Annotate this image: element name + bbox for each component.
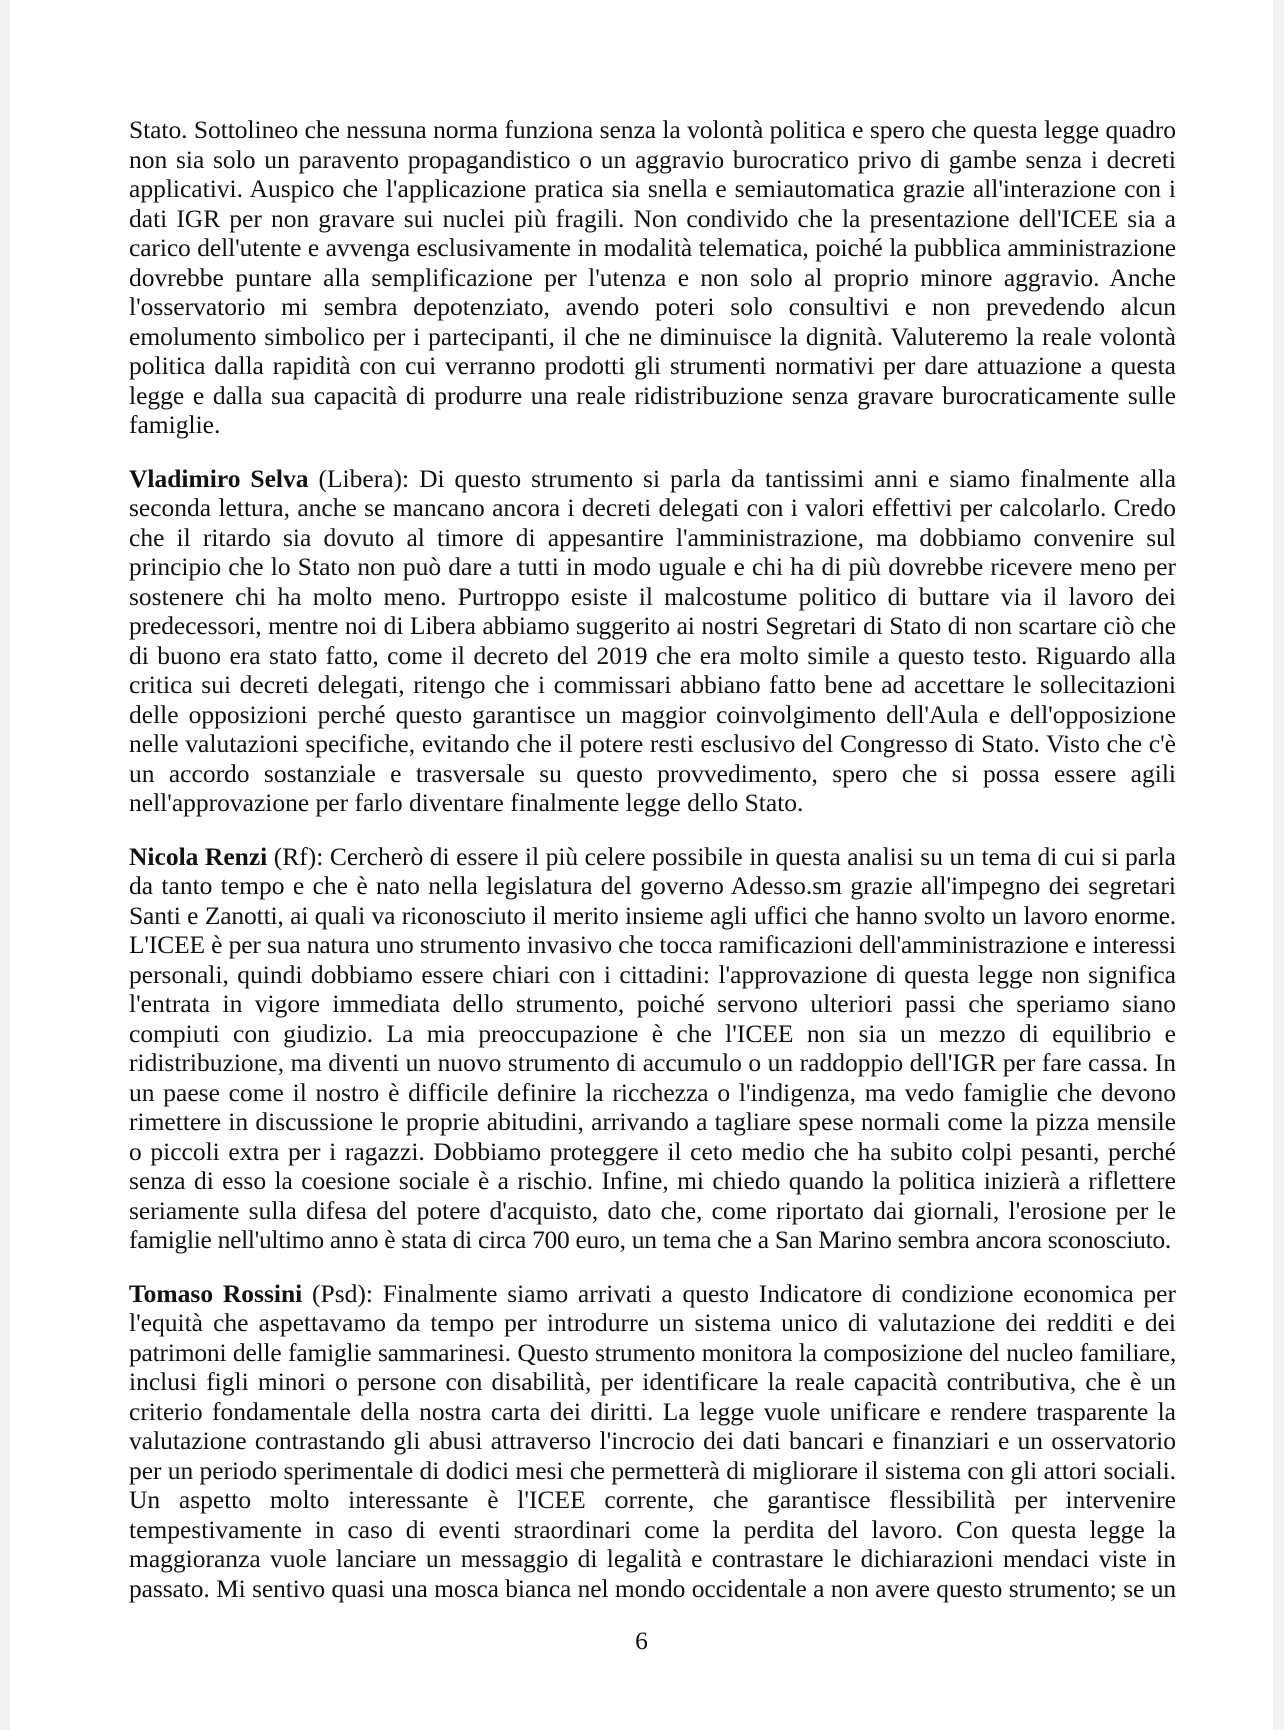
paragraph-speaker-renzi (129, 842, 1176, 1255)
text-line: Un aspetto molto interessante è l'ICEE corrente, che garantisce flessibilità per intervenire (129, 1485, 1176, 1514)
text-line: carico dell'utente e avvenga esclusivamente in modalità telematica, poiché la pubblica amministrazione (129, 233, 1176, 262)
text-line: un accordo sostanziale e trasversale su questo provvedimento, spero che si possa essere agili (129, 758, 1176, 788)
text-line: senza di esso la coesione sociale è a rischio. Infine, mi chiedo quando la politica inizierà a riflettere (129, 1166, 1176, 1195)
text-run: Cercherò di essere il più celere possibile in questa analisi su un tema di cui si parla (329, 841, 1176, 871)
text-line: dovrebbe puntare alla semplificazione per l'utenza e non solo al proprio minore aggravio. Anche (129, 262, 1176, 292)
text-line: emolumento simbolico per i partecipanti, il che ne diminuisce la dignità. Valuteremo la reale volontà (129, 321, 1176, 351)
speaker-name: Nicola Renzi (129, 841, 268, 871)
text-line: valutazione contrastando gli abusi attraverso l'incrocio dei dati bancari e finanziari e un osservatorio (129, 1426, 1176, 1455)
document-body (129, 115, 1176, 1627)
text-line: inclusi figli minori o persone con disabilità, per identificare la reale capacità contributiva, che è un (129, 1367, 1176, 1396)
text-line: compiuti con giudizio. La mia preoccupazione è che l'ICEE non sia un mezzo di equilibrio e (129, 1018, 1176, 1048)
text-line: seconda lettura, anche se mancano ancora i decreti delegati con i valori effettivi per calcolarlo. Credo (129, 493, 1176, 522)
text-line: l'entrata in vigore immediata dello strumento, poiché servono ulteriori passi che speriamo siano (129, 989, 1176, 1018)
text-line: nell'approvazione per farlo diventare finalmente legge dello Stato. (129, 788, 804, 817)
text-line: passato. Mi sentivo quasi una mosca bianca nel mondo occidentale a non avere questo strumento; se un (129, 1573, 1176, 1603)
text-line: che il ritardo sia dovuto al timore di appesantire l'amministrazione, ma dobbiamo convenire sul (129, 522, 1176, 552)
paragraph-continuation (129, 115, 1176, 440)
speaker-name: Vladimiro Selva (129, 463, 309, 493)
speaker-party: (Psd): (302, 1278, 383, 1308)
text-line: nelle valutazioni specifiche, evitando che il potere resti esclusivo del Congresso di Stato. Visto che c'è (129, 729, 1176, 758)
text-line: tempestivamente in caso di eventi straordinari come la perdita del lavoro. Con questa legge la (129, 1514, 1176, 1544)
text-line: principio che lo Stato non può dare a tutti in modo uguale e chi ha di più dovrebbe ricevere meno per (129, 552, 1176, 581)
text-line: non sia solo un paravento propagandistico o un aggravio burocratico privo di gambe senza i decreti (129, 144, 1176, 174)
text-line: critica sui decreti delegati, ritengo che i commissari abbiano fatto bene ad accettare le sollecitazioni (129, 670, 1176, 699)
paragraph-speaker-selva (129, 464, 1176, 818)
text-line: Stato. Sottolineo che nessuna norma funziona senza la volontà politica e spero che questa legge quadro (129, 115, 1176, 144)
text-line: famiglie. (129, 410, 221, 439)
text-line: seriamente sulla difesa del potere d'acquisto, dato che, come riportato dai giornali, l'erosione per le (129, 1195, 1176, 1225)
text-line: l'osservatorio mi sembra depotenziato, avendo poteri solo consultivi e non prevedendo alcun (129, 292, 1176, 321)
text-line: sostenere chi ha molto meno. Purtroppo esiste il malcostume politico di buttare via il lavoro dei (129, 581, 1176, 611)
text-line: maggioranza vuole lanciare un messaggio di legalità e contrastare le dichiarazioni mendaci viste in (129, 1544, 1176, 1573)
paragraph-speaker-rossini (129, 1279, 1176, 1604)
text-line: o piccoli extra per i ragazzi. Dobbiamo proteggere il ceto medio che ha subito colpi pesanti, perché (129, 1136, 1176, 1166)
text-line-first (129, 464, 1176, 494)
text-line: ridistribuzione, ma diventi un nuovo strumento di accumulo o un raddoppio dell'IGR per fare cassa. In (129, 1048, 1176, 1077)
text-run: Finalmente siamo arrivati a questo Indicatore di condizione economica per (382, 1278, 1176, 1308)
text-line: delle opposizioni perché questo garantisce un maggior coinvolgimento dell'Aula e dell'opposizione (129, 699, 1176, 729)
page-number: 6 (635, 1626, 648, 1655)
text-line: patrimoni delle famiglie sammarinesi. Questo strumento monitora la composizione del nucleo familiare, (129, 1337, 1176, 1367)
speaker-party: (Rf): (267, 841, 330, 871)
text-line: personali, quindi dobbiamo essere chiari con i cittadini: l'approvazione di questa legge non significa (129, 959, 1176, 989)
text-line: L'ICEE è per sua natura uno strumento invasivo che tocca ramificazioni dell'amministrazione e interessi (129, 930, 1176, 959)
text-run: Di questo strumento si parla da tantissimi anni e siamo finalmente alla (419, 463, 1177, 493)
text-line: famiglie nell'ultimo anno è stata di circa 700 euro, un tema che a San Marino sembra ancora sconosciuto. (129, 1225, 1171, 1254)
text-line-first (129, 1279, 1176, 1309)
text-line: un paese come il nostro è difficile definire la ricchezza o l'indigenza, ma vedo famiglie che devono (129, 1077, 1176, 1107)
speaker-name: Tomaso Rossini (129, 1278, 303, 1308)
text-line: applicativi. Auspico che l'applicazione pratica sia snella e semiautomatica grazie all'interazione con i (129, 174, 1176, 203)
text-line: legge e dalla sua capacità di produrre una reale ridistribuzione senza gravare burocraticamente sulle (129, 380, 1176, 410)
text-line: predecessori, mentre noi di Libera abbiamo suggerito ai nostri Segretari di Stato di non scartare ciò che (129, 611, 1176, 640)
text-line: da tanto tempo e che è nato nella legislatura del governo Adesso.sm grazie all'impegno dei segretari (129, 871, 1176, 900)
text-line: rimettere in discussione le proprie abitudini, arrivando a tagliare spese normali come la pizza mensile (129, 1107, 1176, 1136)
text-line: criterio fondamentale della nostra carta dei diritti. La legge vuole unificare e rendere trasparente la (129, 1396, 1176, 1426)
document-page (10, 0, 1273, 1730)
text-line: di buono era stato fatto, come il decreto del 2019 che era molto simile a questo testo. Riguardo alla (129, 640, 1176, 670)
speaker-party: (Libera): (308, 463, 420, 493)
text-line: Santi e Zanotti, ai quali va riconosciuto il merito insieme agli uffici che hanno svolto un lavoro enorme. (129, 900, 1176, 930)
text-line: per un periodo sperimentale di dodici mesi che permetterà di migliorare il sistema con gli attori sociali. (129, 1455, 1176, 1485)
text-line-first (129, 842, 1176, 872)
text-line: dati IGR per non gravare sui nuclei più fragili. Non condivido che la presentazione dell'ICEE sia a (129, 203, 1176, 233)
text-line: politica dalla rapidità con cui verranno prodotti gli strumenti normativi per dare attuazione a questa (129, 351, 1176, 380)
text-line: l'equità che aspettavamo da tempo per introdurre un sistema unico di valutazione dei redditi e dei (129, 1308, 1176, 1337)
